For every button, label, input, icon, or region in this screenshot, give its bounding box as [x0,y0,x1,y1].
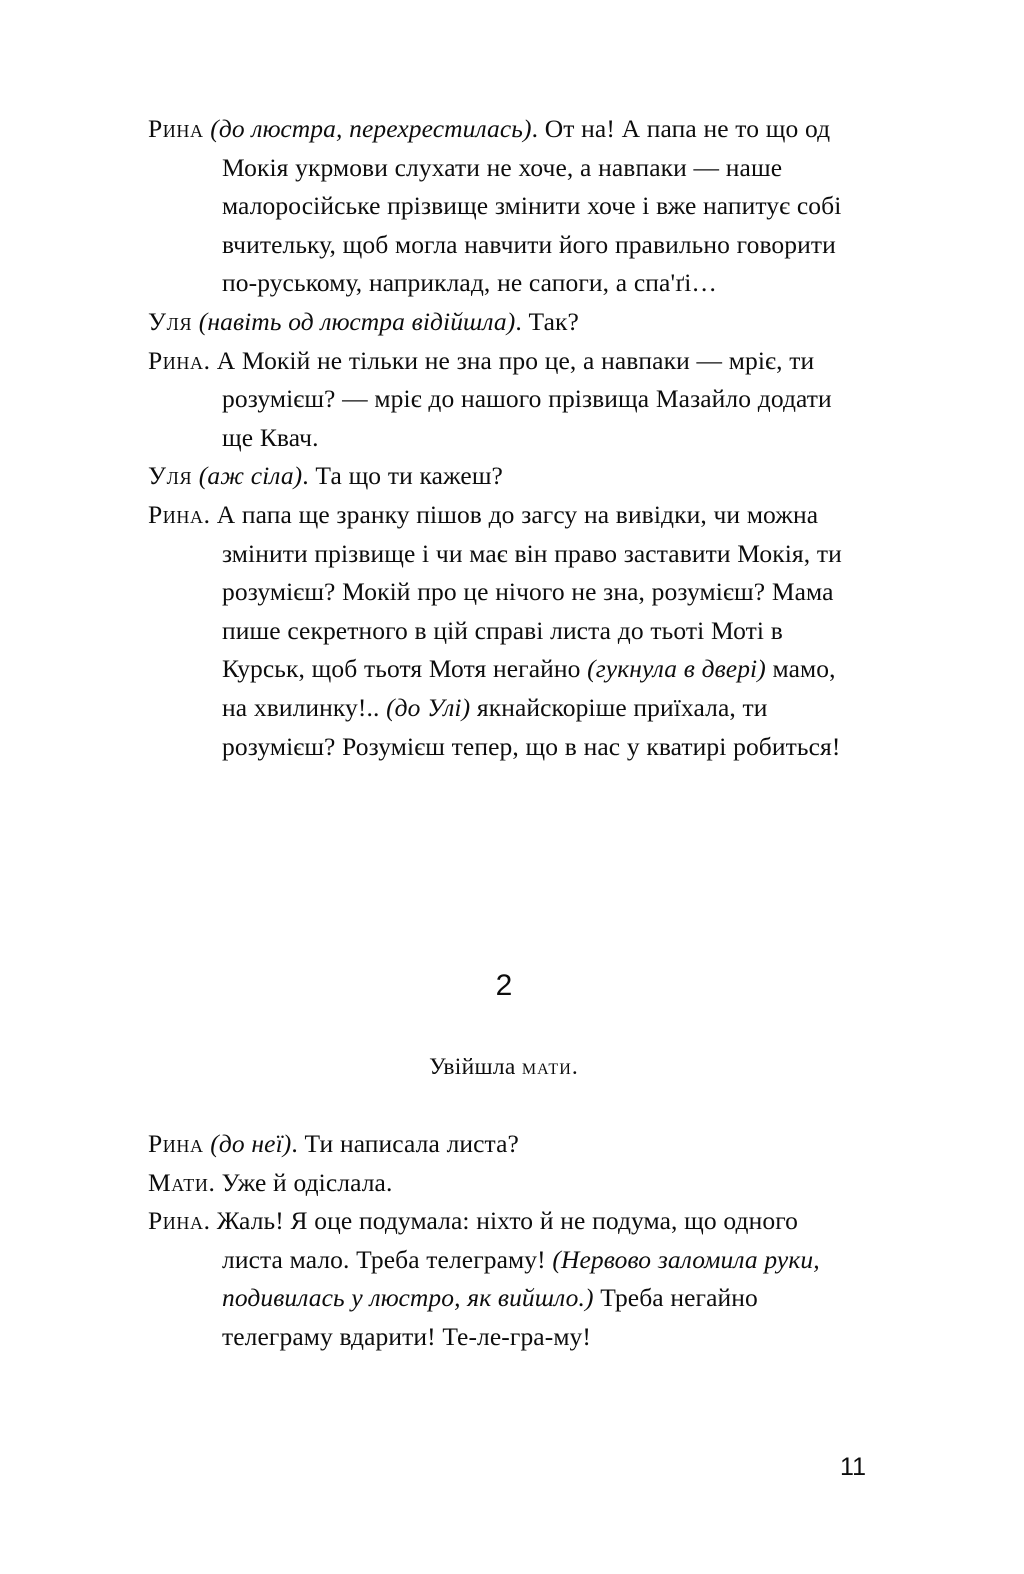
speaker-name: Рина [148,1206,204,1236]
speech-text: . От на! А папа не то що од Мокія укрмови слухати не хоче, а навпаки — наше малоросійське прізвище змінити хоче і вже напитує собі вчительку, щоб могла навчити його правильно говорити по-руському, наприклад, не сапоги, а спа'ґі… [222,114,842,298]
scene-direction [148,1052,860,1082]
speech-line [148,303,860,342]
speech-text: . А Мокій не тільки не зна про це, а навпаки — мріє, ти розумієш? — мріє до нашого прізвища Мазайло додати ще Квач. [203,345,832,452]
speaker-name: Рина [148,499,204,529]
speech-text: . Так? [515,306,579,336]
speaker-name: Мати [148,1167,209,1197]
speech-text: . А папа ще зранку пішов до загсу на вивідки, чи можна змінити прізвище і чи має він право заставити Мокія, ти розумієш? Мокій про це нічого не зна, розумієш? Мама пише секретного в цій справі листа до тьоті Моті в Курськ, щоб тьотя Мотя негайно [203,499,842,684]
speaker-name: Уля [148,306,193,336]
speech-line [148,342,860,458]
scene-direction-smallcaps: мати. [521,1054,579,1080]
speech-text: . Та що ти кажеш? [302,461,503,491]
speech-text: якнайскоріше приїхала, ти розумієш? Розумієш тепер, що в нас у кватирі робиться! [222,692,841,761]
speech-line [148,1164,860,1203]
dialogue-block-top [148,110,860,766]
section-divider [148,968,860,1004]
speech-text: мамо, на хвилинку!.. [222,654,836,722]
stage-direction-inline: (Нервово заломила руки, подивилась у люстро, як вийшло.) [222,1244,820,1313]
stage-direction: (аж сіла) [198,461,303,491]
stage-direction-inline: (гукнула в двері) [587,654,766,684]
speech-line [148,496,860,766]
speech-text: . Ти написала листа? [291,1129,519,1158]
speaker-name: Уля [148,461,193,491]
dialogue-block-bottom [148,1125,860,1357]
speaker-name: Рина [148,114,204,143]
speaker-name: Рина [148,345,204,375]
speech-line [148,1125,860,1164]
speech-text: . Уже й одіслала. [208,1167,393,1197]
speaker-name: Рина [148,1129,204,1158]
speech-line [148,110,860,303]
page-number: 11 [840,1453,866,1481]
stage-direction: (до неї) [210,1129,292,1158]
scene-direction-block [148,1052,860,1082]
scene-direction-prefix: Увійшла [429,1054,522,1080]
stage-direction: (до люстра, перехрестилась) [210,114,532,143]
speech-text: Треба негайно телеграму вдарити! Те-ле-гра-му! [222,1283,758,1351]
stage-direction-inline: (до Улі) [386,692,471,722]
speech-line [148,1202,860,1356]
speech-text: . Жаль! Я оце подумала: ніхто й не подума, що одного листа мало. Треба телеграму! [203,1206,798,1274]
speech-line [148,457,860,496]
stage-direction: (навіть од люстра відійшла) [198,306,516,336]
section-number: 2 [495,969,513,1002]
